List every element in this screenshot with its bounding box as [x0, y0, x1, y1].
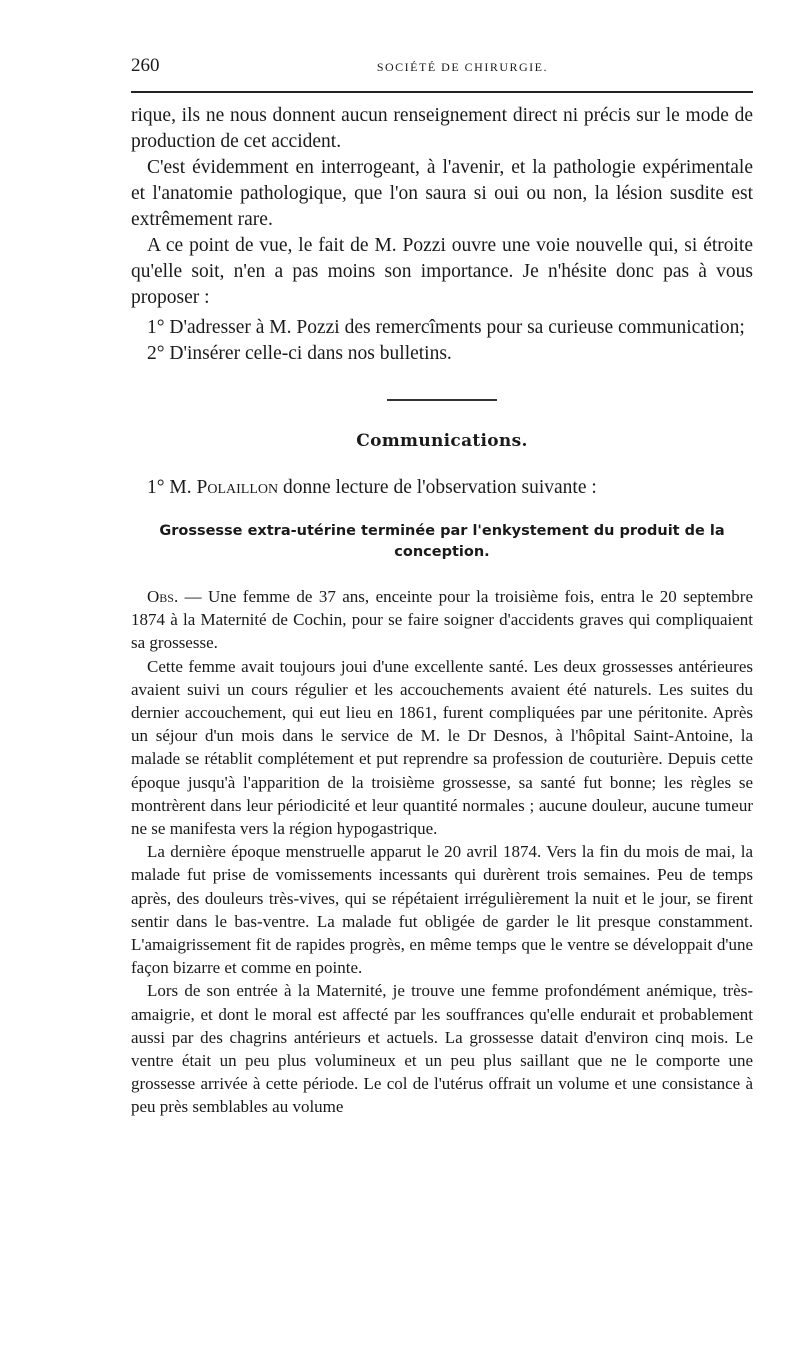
running-head: SOCIÉTÉ DE CHIRURGIE. — [376, 60, 548, 74]
observation-title: Grossesse extra-utérine terminée par l'enkystement du produit de la conception. — [159, 523, 725, 560]
observation-paragraph: Lors de son entrée à la Maternité, je trouve une femme profondément anémique, très-amaigrie, et dont le moral est affecté par les souffrances qu'elle endurait et probablement aussi par des chagrins antérieurs et actuels. La grossesse datait d'environ cinq mois. Le ventre était un peu plus volumineux et un peu plus saillant que ne le comporte une grossesse arrivée à cette période. Le col de l'utérus offrait un volume et une consistance à peu près semblables au volume — [131, 981, 753, 1117]
book-page — [131, 55, 753, 1119]
proposal-item: 1° D'adresser à M. Pozzi des remercîments pour sa curieuse communication; — [147, 317, 745, 338]
observation-label: Obs. — [147, 587, 179, 606]
speaker-name: Polaillon — [196, 477, 279, 498]
page-number: 260 — [131, 55, 160, 76]
speaker-line — [131, 477, 753, 499]
section-divider — [387, 399, 497, 401]
observation-paragraph: Cette femme avait toujours joui d'une excellente santé. Les deux grossesses antérieures avaient suivi un cours régulier et les accouchements avaient été naturels. Les suites du dernier accouchement, qui eut lieu en 1861, furent compliquées par une péritonite. Après un séjour d'un mois dans le service de M. le Dr Desnos, à l'hôpital Saint-Antoine, la malade se rétablit complétement et put reprendre sa profession de couturière. Depuis cette époque jusqu'à l'apparition de la troisième grossesse, sa santé fut bonne; les règles se montrèrent dans leur périodicité et leur quantité normales ; aucune douleur, aucune tumeur ne se manifesta vers la région hypogastrique. — [131, 656, 753, 839]
section-heading: Communications. — [356, 431, 528, 451]
observation-first-paragraph — [131, 585, 753, 655]
observation-paragraph: La dernière époque menstruelle apparut le 20 avril 1874. Vers la fin du mois de mai, la malade fut prise de vomissements incessants qui durèrent trois semaines. Peu de temps après, des douleurs très-vives, qui se répétaient irrégulièrement la nuit et le jour, se firent sentir dans le bas-ventre. La malade fut obligée de garder le lit presque constamment. L'amaigrissement fit de rapides progrès, en même temps que le ventre se développait d'une façon bizarre et comme en pointe. — [131, 842, 753, 978]
speaker-prefix: 1° M. — [147, 477, 192, 498]
header-rule — [131, 91, 753, 93]
proposal-item: 2° D'insérer celle-ci dans nos bulletins. — [147, 343, 452, 364]
observation-first-text: — Une femme de 37 ans, enceinte pour la troisième fois, entra le 20 septembre 1874 à la Maternité de Cochin, pour se faire soigner d'accidents graves qui compliquaient sa grossesse. — [131, 587, 754, 653]
intro-paragraph: A ce point de vue, le fait de M. Pozzi ouvre une voie nouvelle qui, si étroite qu'elle soit, n'en a pas moins son importance. Je n'hésite donc pas à vous proposer : — [131, 235, 753, 308]
intro-paragraph: rique, ils ne nous donnent aucun renseignement direct ni précis sur le mode de production de cet accident. — [131, 105, 753, 152]
speaker-text: donne lecture de l'observation suivante : — [283, 477, 597, 498]
page-header — [131, 55, 753, 85]
intro-paragraph: C'est évidemment en interrogeant, à l'avenir, et la pathologie expérimentale et l'anatomie pathologique, que l'on saura si oui ou non, la lésion susdite est extrêmement rare. — [131, 157, 753, 230]
